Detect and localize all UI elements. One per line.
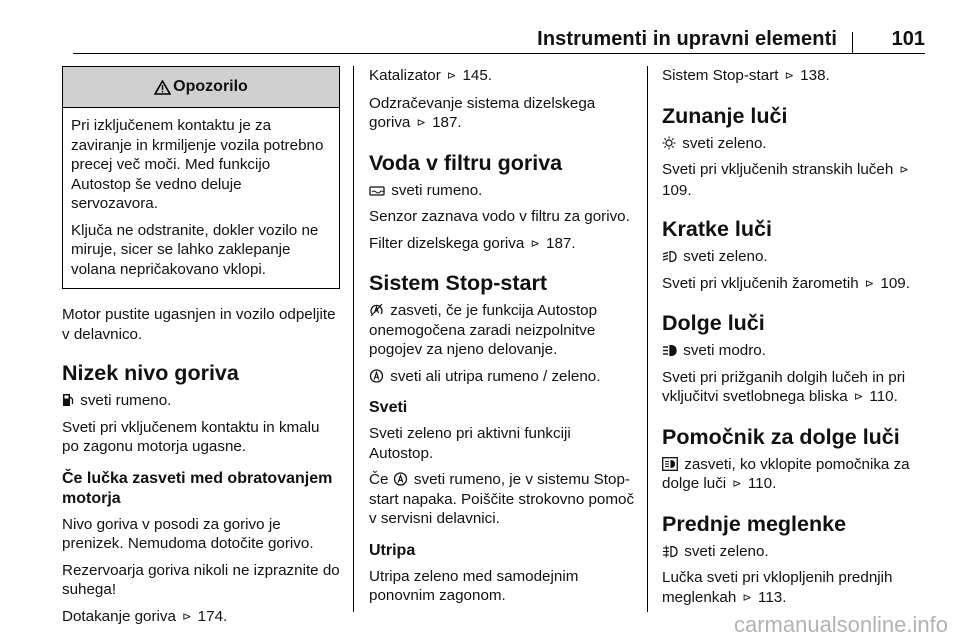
warning-box [62, 66, 340, 289]
reference-page[interactable]: 113. [758, 588, 787, 606]
indicator-line [662, 542, 932, 562]
autostop-icon [369, 369, 384, 383]
paragraph: Senzor zaznava vodo v filtru za gorivo. [369, 208, 630, 225]
column-middle [369, 66, 635, 613]
reference-text: Katalizator [369, 67, 441, 84]
paragraph: Utripa zeleno med samodejnim ponovnim zagonom. [369, 567, 579, 604]
indicator-line [369, 367, 635, 387]
reference-text: Dotakanje goriva [62, 607, 176, 625]
warning-text: Ključa ne odstranite, dokler vozilo ne miruje, sicer se lahko zaklepanje volana nepričakovano vklopi. [71, 221, 319, 278]
page-ref-icon: ⊳ [853, 391, 864, 403]
heading-light-on: Če lučka zasveti med obratovanjem motorja [62, 469, 333, 507]
indicator-line [369, 181, 635, 201]
paragraph [369, 470, 635, 529]
indicator-text: zasveti, če je funkcija Autostop onemogočena zaradi neizpolnitve pogojev za njeno delovanje. [369, 302, 598, 358]
reference-text: Odzračevanje sistema dizelskega goriva [369, 94, 596, 131]
heading-low-fuel: Nizek nivo goriva [62, 361, 239, 385]
page-ref-icon: ⊳ [447, 70, 457, 82]
indicator-text: sveti rumeno. [80, 392, 172, 409]
page-ref-icon: ⊳ [416, 117, 426, 129]
cross-reference [662, 368, 932, 408]
water-in-fuel-icon [369, 185, 385, 197]
page-ref-icon: ⊳ [784, 70, 794, 82]
indicator-text: sveti zeleno. [684, 542, 769, 560]
reference-text: Sistem Stop-start [662, 67, 779, 84]
indicator-text: sveti ali utripa rumeno / zeleno. [390, 367, 601, 385]
heading-high-beam-assist: Pomočnik za dolge luči [662, 424, 900, 449]
paragraph: Sveti pri vključenem kontaktu in kmalu po zagonu motorja ugasne. [62, 418, 320, 455]
warning-triangle-icon [154, 80, 171, 95]
reference-page[interactable]: 145. [462, 67, 493, 84]
reference-text: Sveti pri prižganih dolgih lučeh in pri vključitvi svetlobnega bliska [662, 368, 906, 405]
paragraph: Nivo goriva v posodi za gorivo je prenizek. Nemudoma dotočite gorivo. [62, 515, 314, 552]
chapter-title: Instrumenti in upravni elementi [537, 28, 837, 50]
reference-page[interactable]: 109. [662, 181, 692, 199]
heading-lit: Sveti [369, 399, 408, 416]
warning-text: Pri izključenem kontaktu je za zaviranje in krmiljenje vozila potrebno precej več moči. Med funkcijo Autostop še vedno deluje servozavora. [71, 117, 324, 212]
indicator-text: sveti rumeno. [391, 181, 483, 199]
exterior-lights-icon [662, 136, 676, 150]
page-ref-icon: ⊳ [864, 277, 875, 290]
indicator-line [662, 341, 932, 361]
column-left [62, 66, 340, 634]
heading-water-in-fuel: Voda v filtru goriva [369, 150, 563, 175]
heading-front-fog: Prednje meglenke [662, 511, 847, 536]
cross-reference [662, 160, 932, 200]
cross-reference [369, 94, 635, 134]
watermark: carmanualsonline.info [733, 612, 948, 637]
indicator-line [62, 391, 340, 411]
header-rule [73, 53, 925, 54]
low-beam-icon [662, 250, 677, 263]
reference-text: Lučka sveti pri vklopljenih prednjih meglenkah [662, 569, 893, 606]
reference-page[interactable]: 110. [747, 475, 777, 492]
indicator-line [369, 301, 635, 360]
autostop-icon [393, 472, 408, 486]
high-beam-icon [662, 344, 677, 357]
indicator-text: zasveti, ko vklopite pomočnika za dolge luči [662, 455, 910, 492]
reference-page[interactable]: 187. [546, 234, 576, 252]
indicator-line [662, 134, 932, 154]
heading-high-beam: Dolge luči [662, 311, 765, 335]
paragraph: Motor pustite ugasnjen in vozilo odpeljite v delavnico. [62, 306, 336, 343]
high-beam-assist-icon [662, 457, 678, 471]
column-right [662, 66, 932, 615]
column-divider [647, 66, 648, 612]
page-number: 101 [891, 28, 925, 50]
page-header [73, 24, 925, 54]
cross-reference [369, 234, 635, 255]
reference-text: Filter dizelskega goriva [369, 234, 525, 252]
fuel-pump-icon [62, 393, 74, 407]
reference-page[interactable]: 109. [880, 274, 910, 292]
warning-header [63, 67, 339, 108]
heading-exterior-lights: Zunanje luči [662, 103, 788, 128]
page-ref-icon: ⊳ [742, 591, 752, 604]
page-ref-icon: ⊳ [899, 164, 909, 176]
indicator-line [662, 247, 932, 267]
text-fragment: sveti rumeno, je v sistemu Stop-start napaka. Poiščite strokovno pomoč v servisni delavnici. [369, 471, 635, 527]
paragraph: Rezervoarja goriva nikoli ne izpraznite do suhega! [62, 561, 340, 598]
reference-page[interactable]: 174. [197, 607, 228, 625]
text-fragment: Če [369, 471, 389, 488]
front-fog-lights-icon [662, 545, 678, 558]
cross-reference [662, 274, 932, 295]
indicator-text: sveti modro. [683, 342, 766, 359]
heading-low-beam: Kratke luči [662, 217, 772, 241]
column-divider [353, 66, 354, 612]
cross-reference [62, 607, 340, 628]
cross-reference [662, 66, 932, 87]
cross-reference [662, 568, 932, 608]
reference-text: Sveti pri vključenih stranskih lučeh [662, 161, 894, 178]
indicator-line [662, 455, 932, 495]
reference-text: Sveti pri vključenih žarometih [662, 274, 859, 292]
autostop-off-icon [369, 303, 384, 317]
indicator-text: sveti zeleno. [683, 248, 768, 265]
paragraph: Sveti zeleno pri aktivni funkciji Autostop. [369, 425, 571, 462]
heading-flashing: Utripa [369, 541, 416, 559]
heading-stop-start: Sistem Stop-start [369, 271, 548, 295]
reference-page[interactable]: 187. [432, 114, 462, 131]
page-ref-icon: ⊳ [732, 478, 742, 490]
cross-reference [369, 66, 635, 87]
indicator-text: sveti zeleno. [682, 134, 767, 152]
header-divider [852, 32, 853, 54]
reference-page[interactable]: 138. [800, 67, 830, 84]
reference-page[interactable]: 110. [869, 388, 898, 405]
page-ref-icon: ⊳ [530, 237, 540, 250]
page-ref-icon: ⊳ [182, 610, 192, 623]
warning-title: Opozorilo [173, 78, 248, 96]
